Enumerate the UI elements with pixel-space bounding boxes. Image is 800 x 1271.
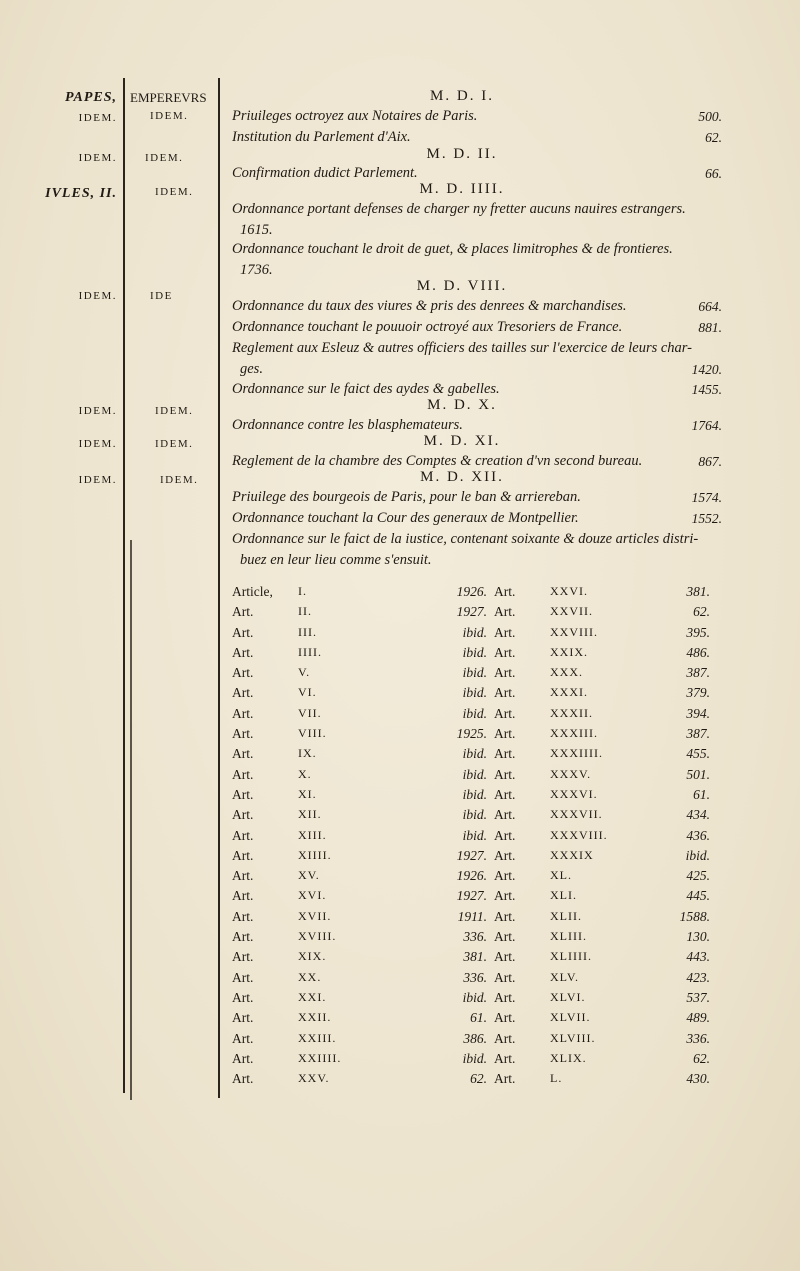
article-row bbox=[232, 888, 722, 908]
article-label: Art. bbox=[494, 908, 516, 924]
article-page: 1927. bbox=[456, 888, 487, 904]
article-page: 379. bbox=[686, 685, 710, 701]
article-number: XIII. bbox=[298, 827, 327, 842]
article-page: 386. bbox=[463, 1030, 487, 1046]
article-row bbox=[232, 848, 722, 868]
article-page: ibid. bbox=[462, 827, 487, 843]
entry-continuation: buez en leur lieu comme s'ensuit. bbox=[240, 552, 432, 568]
article-number: XIX. bbox=[298, 949, 327, 964]
article-number: XL. bbox=[550, 868, 572, 883]
article-label: Art. bbox=[494, 726, 516, 742]
article-row bbox=[232, 949, 722, 969]
article-page: 62. bbox=[693, 604, 710, 620]
entry-continuation: ges. bbox=[240, 361, 263, 377]
article-label: Art. bbox=[232, 726, 254, 742]
article-row bbox=[232, 625, 722, 645]
entry-title: Ordonnance touchant la Cour des generaux de Montpellier. bbox=[232, 510, 579, 526]
article-page: 336. bbox=[686, 1030, 710, 1046]
article-label: Art. bbox=[494, 847, 516, 863]
article-row bbox=[232, 604, 722, 624]
article-row bbox=[232, 706, 722, 726]
article-page: 130. bbox=[686, 929, 710, 945]
article-number: XI. bbox=[298, 786, 317, 801]
article-page: ibid. bbox=[462, 989, 487, 1005]
emperor-row: IDEM. bbox=[145, 152, 184, 164]
article-label: Art. bbox=[232, 929, 254, 945]
article-number: XLVIII. bbox=[550, 1030, 596, 1045]
entry-page: 500. bbox=[698, 109, 722, 124]
article-number: XXXIX bbox=[550, 847, 594, 862]
article-page: 1927. bbox=[456, 847, 487, 863]
article-page: 62. bbox=[470, 1071, 487, 1087]
article-label: Art. bbox=[232, 705, 254, 721]
article-label: Art. bbox=[232, 685, 254, 701]
entry-title: Ordonnance sur le faict des aydes & gabelles. bbox=[232, 381, 500, 397]
emperor-row: IDEM. bbox=[160, 474, 199, 486]
article-page: 394. bbox=[686, 705, 710, 721]
article-label: Article, bbox=[232, 584, 273, 599]
entry-page: 62. bbox=[705, 130, 722, 145]
article-number: XVI. bbox=[298, 888, 327, 903]
article-page: ibid. bbox=[462, 665, 487, 681]
year-heading: M. D. IIII. bbox=[419, 181, 505, 197]
column-rule-popes bbox=[123, 78, 125, 1093]
article-label: Art. bbox=[494, 929, 516, 945]
article-number: XXVII. bbox=[550, 604, 593, 619]
article-row bbox=[232, 787, 722, 807]
entry-page: 1455. bbox=[691, 382, 722, 397]
entry bbox=[232, 106, 722, 127]
article-number: XLVI. bbox=[550, 989, 586, 1004]
article-page: ibid. bbox=[462, 685, 487, 701]
article-label: Art. bbox=[232, 786, 254, 802]
entry bbox=[232, 239, 732, 281]
article-number: XXXII. bbox=[550, 705, 593, 720]
article-page: 61. bbox=[470, 1010, 487, 1026]
entry-title: Ordonnance contre les blasphemateurs. bbox=[232, 417, 463, 433]
article-number: XXXVI. bbox=[550, 786, 598, 801]
article-page: ibid. bbox=[462, 1050, 487, 1066]
article-label: Art. bbox=[232, 807, 254, 823]
article-number: IX. bbox=[298, 746, 317, 761]
article-label: Art. bbox=[494, 1071, 516, 1087]
article-label: Art. bbox=[494, 989, 516, 1005]
article-page: 425. bbox=[686, 868, 710, 884]
article-page: 1926. bbox=[456, 868, 487, 884]
article-label: Art. bbox=[232, 1071, 254, 1087]
article-row bbox=[232, 665, 722, 685]
article-page: ibid. bbox=[685, 847, 710, 863]
entry bbox=[232, 317, 722, 338]
article-row bbox=[232, 584, 722, 604]
article-label: Art. bbox=[232, 969, 254, 985]
article-number: XIIII. bbox=[298, 847, 332, 862]
article-page: 537. bbox=[686, 989, 710, 1005]
article-page: 445. bbox=[686, 888, 710, 904]
emperor-row: IDEM. bbox=[150, 110, 189, 122]
year-heading: M. D. I. bbox=[430, 88, 494, 104]
article-number: XXXIIII. bbox=[550, 746, 603, 761]
article-number: XLVII. bbox=[550, 1010, 591, 1025]
article-page: ibid. bbox=[462, 766, 487, 782]
year-heading: M. D. VIII. bbox=[416, 278, 508, 294]
entry-title: Reglement aux Esleuz & autres officiers des tailles sur l'exercice de leurs char- bbox=[232, 340, 692, 356]
article-page: 62. bbox=[693, 1050, 710, 1066]
entry-title: Confirmation dudict Parlement. bbox=[232, 165, 418, 181]
article-label: Art. bbox=[232, 888, 254, 904]
article-number: V. bbox=[298, 665, 311, 680]
article-row bbox=[232, 1031, 722, 1051]
article-label: Art. bbox=[232, 827, 254, 843]
article-page: ibid. bbox=[462, 786, 487, 802]
article-row bbox=[232, 868, 722, 888]
emperors-header: EMPEREVRS bbox=[130, 90, 207, 105]
article-page: ibid. bbox=[462, 807, 487, 823]
article-page: 455. bbox=[686, 746, 710, 762]
article-page: 1911. bbox=[457, 908, 487, 924]
article-page: ibid. bbox=[462, 624, 487, 640]
article-number: XXI. bbox=[298, 989, 327, 1004]
article-number: XLV. bbox=[550, 969, 580, 984]
emperor-row: IDEM. bbox=[155, 438, 194, 450]
article-label: Art. bbox=[494, 644, 516, 660]
article-label: Art. bbox=[494, 888, 516, 904]
article-number: XLIIII. bbox=[550, 949, 592, 964]
emperor-row: IDEM. bbox=[155, 186, 194, 198]
entry-page: 867. bbox=[698, 454, 722, 469]
entry-title: Ordonnance touchant le pouuoir octroyé aux Tresoriers de France. bbox=[232, 319, 623, 335]
article-number: VI. bbox=[298, 685, 317, 700]
entry-page: 1574. bbox=[691, 490, 722, 505]
article-number: XXV. bbox=[298, 1071, 330, 1086]
entry bbox=[232, 529, 722, 571]
article-row bbox=[232, 767, 722, 787]
article-row bbox=[232, 909, 722, 929]
year-heading: M. D. X. bbox=[427, 397, 497, 413]
entry-title: Ordonnance portant defenses de charger ny fretter aucuns nauires estrangers. bbox=[232, 201, 686, 217]
article-label: Art. bbox=[494, 868, 516, 884]
article-label: Art. bbox=[232, 1030, 254, 1046]
pope-row: IDEM. bbox=[78, 474, 117, 486]
article-number: VII. bbox=[298, 705, 322, 720]
pope-row: IDEM. bbox=[78, 405, 117, 417]
entry-page: 66. bbox=[705, 166, 722, 181]
article-number: XXIII. bbox=[298, 1030, 337, 1045]
article-label: Art. bbox=[494, 1010, 516, 1026]
article-page: 489. bbox=[686, 1010, 710, 1026]
entry-page: 1420. bbox=[691, 362, 722, 377]
articles-table bbox=[232, 584, 722, 1091]
article-page: 436. bbox=[686, 827, 710, 843]
article-page: ibid. bbox=[462, 746, 487, 762]
article-page: 61. bbox=[693, 786, 710, 802]
article-number: XXX. bbox=[550, 665, 583, 680]
entry bbox=[232, 296, 722, 317]
article-label: Art. bbox=[494, 624, 516, 640]
article-number: XXXI. bbox=[550, 685, 588, 700]
article-label: Art. bbox=[494, 949, 516, 965]
article-row bbox=[232, 1051, 722, 1071]
article-label: Art. bbox=[232, 665, 254, 681]
pope-row: IDEM. bbox=[78, 152, 117, 164]
article-page: 336. bbox=[463, 929, 487, 945]
article-number: XXVI. bbox=[550, 584, 588, 598]
article-label: Art. bbox=[232, 604, 254, 620]
article-number: I. bbox=[298, 584, 307, 598]
article-label: Art. bbox=[232, 766, 254, 782]
year-heading: M. D. XII. bbox=[420, 469, 504, 485]
article-number: XXXVII. bbox=[550, 807, 603, 822]
article-number: X. bbox=[298, 766, 312, 781]
article-label: Art. bbox=[232, 746, 254, 762]
article-row bbox=[232, 645, 722, 665]
entry-title: Ordonnance touchant le droit de guet, & places limitrophes & de frontieres. bbox=[232, 241, 673, 257]
article-number: L. bbox=[550, 1071, 563, 1086]
entry-page: 1736. bbox=[240, 262, 273, 278]
entry bbox=[232, 338, 722, 380]
article-number: XXIIII. bbox=[298, 1050, 342, 1065]
article-label: Art. bbox=[494, 766, 516, 782]
article-number: VIII. bbox=[298, 726, 327, 741]
article-page: 501. bbox=[686, 766, 710, 782]
article-label: Art. bbox=[494, 746, 516, 762]
entry bbox=[232, 199, 732, 241]
article-row bbox=[232, 746, 722, 766]
article-row bbox=[232, 807, 722, 827]
article-number: XXXV. bbox=[550, 766, 592, 781]
entry-title: Priuileges octroyez aux Notaires de Paris. bbox=[232, 108, 478, 124]
article-page: 423. bbox=[686, 969, 710, 985]
entry-title: Priuilege des bourgeois de Paris, pour le ban & arriereban. bbox=[232, 489, 581, 505]
article-number: XXIX. bbox=[550, 644, 588, 659]
entry-title: Ordonnance sur le faict de la iustice, contenant soixante & douze articles distri- bbox=[232, 531, 699, 547]
article-number: XVIII. bbox=[298, 929, 337, 944]
article-page: 434. bbox=[686, 807, 710, 823]
article-page: 1927. bbox=[456, 604, 487, 620]
year-heading: M. D. XI. bbox=[423, 433, 501, 449]
entry-page: 1552. bbox=[691, 511, 722, 526]
entry-title: Reglement de la chambre des Comptes & creation d'vn second bureau. bbox=[232, 453, 643, 469]
article-label: Art. bbox=[494, 969, 516, 985]
article-number: XXII. bbox=[298, 1010, 332, 1025]
entry bbox=[232, 508, 722, 529]
article-page: 381. bbox=[463, 949, 487, 965]
article-label: Art. bbox=[232, 908, 254, 924]
article-number: XX. bbox=[298, 969, 322, 984]
column-rule-emperors bbox=[218, 78, 220, 1098]
entry-page: 1764. bbox=[691, 418, 722, 433]
article-label: Art. bbox=[232, 868, 254, 884]
column-rule-lower bbox=[130, 540, 132, 1100]
article-page: 1588. bbox=[679, 908, 710, 924]
article-label: Art. bbox=[232, 644, 254, 660]
article-page: ibid. bbox=[462, 705, 487, 721]
article-page: 395. bbox=[686, 624, 710, 640]
entry bbox=[232, 487, 722, 508]
article-number: XV. bbox=[298, 868, 320, 883]
article-label: Art. bbox=[232, 624, 254, 640]
article-row bbox=[232, 929, 722, 949]
article-label: Art. bbox=[494, 604, 516, 620]
article-page: 387. bbox=[686, 726, 710, 742]
entry-page: 664. bbox=[698, 299, 722, 314]
article-number: XLII. bbox=[550, 908, 582, 923]
article-label: Art. bbox=[494, 786, 516, 802]
article-page: 430. bbox=[686, 1071, 710, 1087]
entry-page: 881. bbox=[698, 320, 722, 335]
year-heading: M. D. II. bbox=[426, 146, 498, 162]
article-label: Art. bbox=[232, 1050, 254, 1066]
article-number: IIII. bbox=[298, 644, 322, 659]
article-number: XII. bbox=[298, 807, 322, 822]
article-row bbox=[232, 1010, 722, 1030]
article-label: Art. bbox=[232, 989, 254, 1005]
article-number: XLI. bbox=[550, 888, 577, 903]
entry-title: Ordonnance du taux des viures & pris des denrees & marchandises. bbox=[232, 298, 627, 314]
emperor-row: IDE bbox=[150, 290, 173, 302]
article-label: Art. bbox=[232, 847, 254, 863]
pope-row: IDEM. bbox=[78, 290, 117, 302]
article-row bbox=[232, 990, 722, 1010]
article-label: Art. bbox=[494, 705, 516, 721]
article-label: Art. bbox=[232, 1010, 254, 1026]
article-label: Art. bbox=[494, 665, 516, 681]
article-page: 381. bbox=[686, 584, 710, 599]
article-label: Art. bbox=[232, 949, 254, 965]
popes-header: PAPES, bbox=[64, 90, 117, 105]
article-label: Art. bbox=[494, 584, 516, 599]
article-row bbox=[232, 726, 722, 746]
article-page: 1925. bbox=[456, 726, 487, 742]
article-label: Art. bbox=[494, 685, 516, 701]
pope-row: IVLES, II. bbox=[45, 186, 117, 201]
pope-row: IDEM. bbox=[78, 438, 117, 450]
article-label: Art. bbox=[494, 1030, 516, 1046]
article-number: II. bbox=[298, 604, 312, 619]
article-page: 387. bbox=[686, 665, 710, 681]
article-row bbox=[232, 970, 722, 990]
entry bbox=[232, 127, 722, 148]
article-number: XLIII. bbox=[550, 929, 587, 944]
article-number: XXXVIII. bbox=[550, 827, 608, 842]
article-label: Art. bbox=[494, 1050, 516, 1066]
pope-row: IDEM. bbox=[78, 112, 117, 124]
article-label: Art. bbox=[494, 827, 516, 843]
article-number: III. bbox=[298, 624, 317, 639]
article-label: Art. bbox=[494, 807, 516, 823]
article-number: XVII. bbox=[298, 908, 332, 923]
article-page: 486. bbox=[686, 644, 710, 660]
article-page: 336. bbox=[463, 969, 487, 985]
article-page: 443. bbox=[686, 949, 710, 965]
article-row bbox=[232, 685, 722, 705]
article-row bbox=[232, 1071, 722, 1091]
article-number: XXVIII. bbox=[550, 624, 598, 639]
article-number: XXXIII. bbox=[550, 726, 598, 741]
article-page: 1926. bbox=[456, 584, 487, 599]
entry-title: Institution du Parlement d'Aix. bbox=[232, 129, 411, 145]
article-row bbox=[232, 828, 722, 848]
emperor-row: IDEM. bbox=[155, 405, 194, 417]
article-number: XLIX. bbox=[550, 1050, 587, 1065]
article-page: ibid. bbox=[462, 644, 487, 660]
entry-page: 1615. bbox=[240, 222, 273, 238]
